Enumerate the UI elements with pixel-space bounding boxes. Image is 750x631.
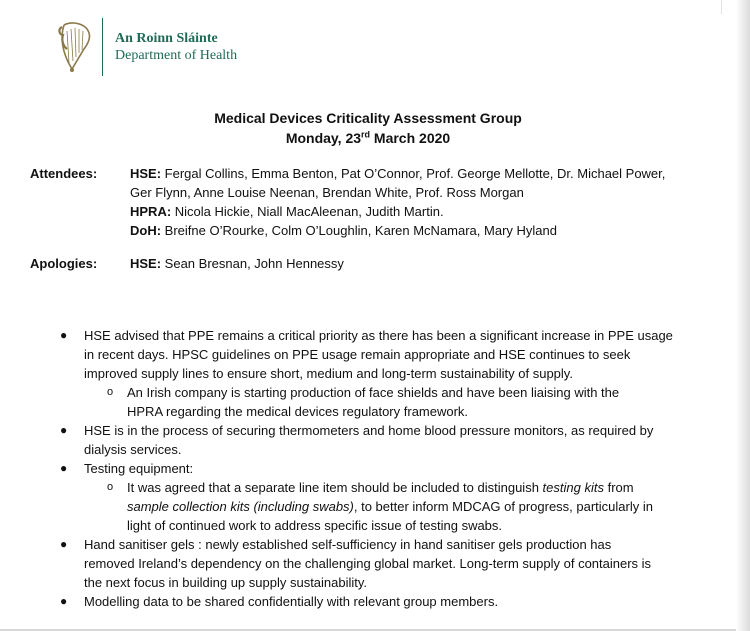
page-edge-shadow (736, 0, 750, 631)
org-name-irish: An Roinn Sláinte (115, 31, 218, 46)
list-item: ● Hand sanitiser gels : newly established self-sufficiency in hand sanitiser gels production has removed Ireland’s dependency on the challenging global market. Long-term supply of containers is the next focus in building up supply sustainability. (60, 537, 652, 590)
attendees-hse: HSE: Fergal Collins, Emma Benton, Pat O’Connor, Prof. George Mellotte, Dr. Michael Power, (130, 166, 666, 181)
sub-list-item: o It was agreed that a separate line item should be included to distinguish testing kits from sample collection kits (including swabs), to better inform MDCAG of progress, particularly in light of continued work to address specific issue of testing swabs. (107, 480, 653, 533)
sub-bullet-icon: o (107, 481, 114, 493)
bullet-icon: ● (60, 594, 68, 608)
apologies-label: Apologies: (30, 256, 98, 271)
page-corner-fold (721, 0, 732, 14)
bullet-icon: ● (60, 461, 68, 475)
meeting-name: Medical Devices Criticality Assessment Group (214, 110, 522, 126)
attendees-doh: DoH: Breifne O’Rourke, Colm O’Loughlin, Karen McNamara, Mary Hyland (130, 223, 557, 238)
letterhead (58, 18, 237, 76)
attendees-label: Attendees: (30, 166, 98, 181)
attendees-list (130, 164, 710, 240)
header-divider (102, 18, 103, 76)
harp-logo-icon (58, 19, 94, 75)
bullet-icon: ● (60, 423, 68, 437)
bullet-icon: ● (60, 537, 68, 551)
meeting-date: Monday, 23rd March 2020 (285, 129, 451, 146)
list-item: ● Modelling data to be shared confidentially with relevant group members. (60, 594, 499, 609)
attendees-hpra: HPRA: Nicola Hickie, Niall MacAleenan, Judith Martin. (130, 204, 444, 219)
department-name (115, 30, 237, 64)
list-item: ● HSE advised that PPE remains a critical priority as there has been a significant increase in PPE usage in recent days. HPSC guidelines on PPE usage remain appropriate and HSE continues to seek improved supply lines to ensure short, medium and long-term sustainability of supply. (60, 328, 673, 381)
sub-list-item: o An Irish company is starting production of face shields and have been liaising with the HPRA regarding the medical devices regulatory framework. (107, 385, 620, 419)
sub-bullet-icon: o (107, 386, 114, 398)
org-name-english: Department of Health (115, 48, 238, 63)
attendees-hse-cont: Ger Flynn, Anne Louise Neenan, Brendan White, Prof. Ross Morgan (130, 185, 524, 200)
list-item: ● Testing equipment: (60, 461, 194, 476)
apologies-list: HSE: Sean Bresnan, John Hennessy (130, 256, 344, 271)
bullet-icon: ● (60, 328, 68, 342)
meeting-title (0, 108, 736, 148)
list-item: ● HSE is in the process of securing thermometers and home blood pressure monitors, as required by dialysis services. (60, 423, 654, 457)
minutes-list (0, 326, 736, 611)
